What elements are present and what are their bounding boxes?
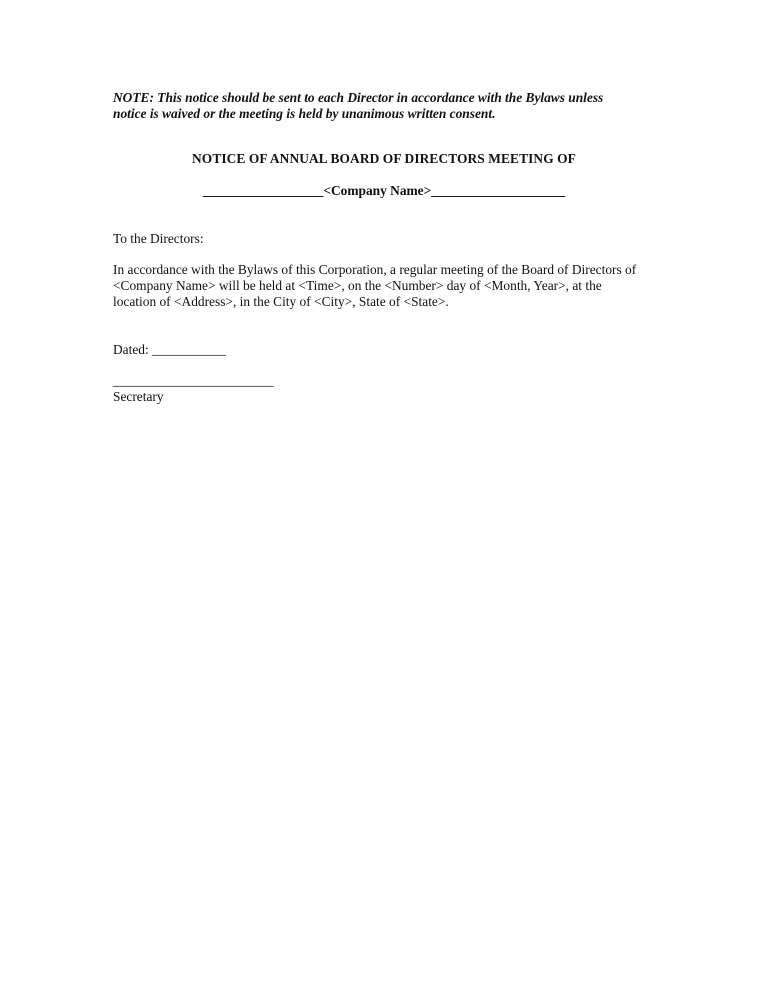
notice-body-paragraph [113, 262, 673, 310]
dated-line: Dated: ___________ [113, 342, 226, 357]
instruction-note [113, 90, 653, 122]
company-name-line: __________________<Company Name>____________________ [202, 183, 566, 198]
signature-title: Secretary [113, 389, 164, 404]
document-title: NOTICE OF ANNUAL BOARD OF DIRECTORS MEETING OF [192, 151, 576, 166]
salutation: To the Directors: [113, 231, 204, 246]
note-line-1: NOTE: This notice should be sent to each Director in accordance with the Bylaws unless [113, 90, 604, 105]
signature-line: ________________________ [113, 373, 274, 388]
body-line-3: location of <Address>, in the City of <City>, State of <State>. [113, 294, 449, 309]
body-line-1: In accordance with the Bylaws of this Corporation, a regular meeting of the Board of Directors of [113, 262, 637, 277]
body-line-2: <Company Name> will be held at <Time>, on the <Number> day of <Month, Year>, at the [113, 278, 602, 293]
note-line-2: notice is waived or the meeting is held by unanimous written consent. [113, 106, 496, 121]
